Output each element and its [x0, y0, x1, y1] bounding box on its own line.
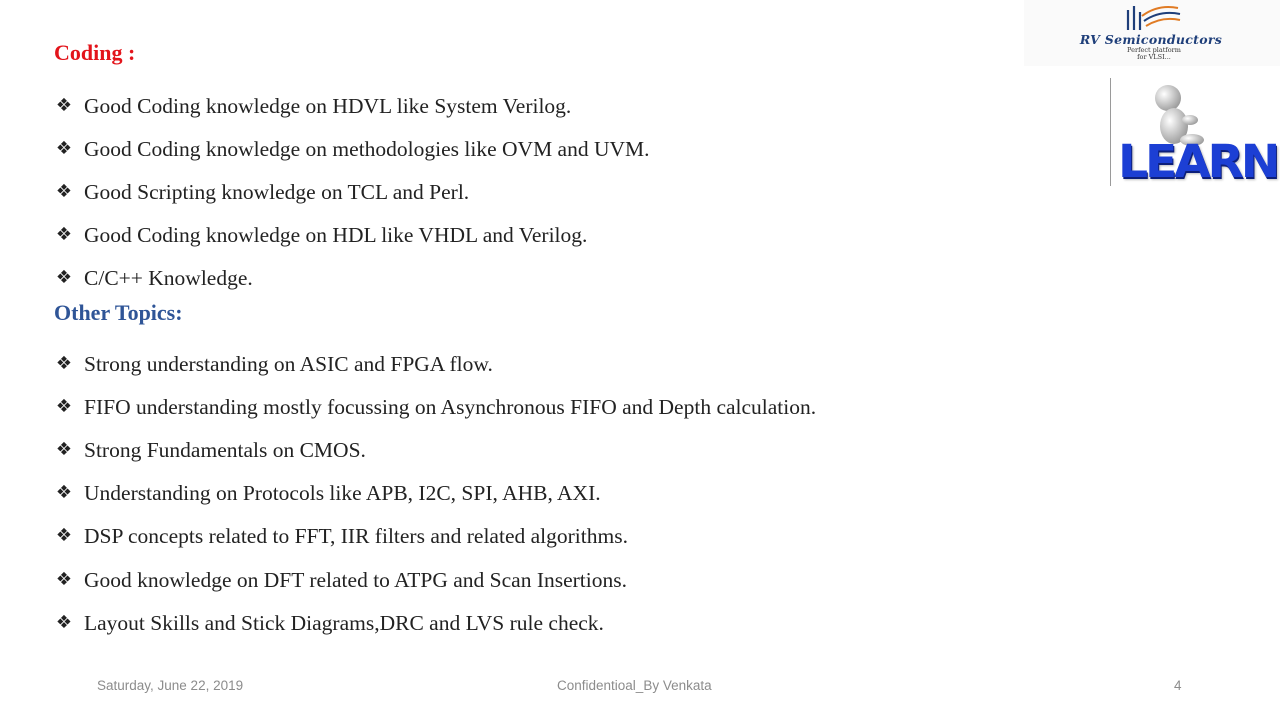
diamond-bullet-icon: ❖ — [55, 137, 73, 159]
logo-name: RV Semiconductors — [1079, 32, 1223, 47]
diamond-bullet-icon: ❖ — [55, 352, 73, 374]
diamond-bullet-icon: ❖ — [55, 611, 73, 633]
learn-word: LEARN — [1118, 135, 1278, 188]
list-item — [54, 257, 650, 300]
list-item-text: C/C++ Knowledge. — [84, 266, 253, 291]
list-item-text: Understanding on Protocols like APB, I2C, SPI, AHB, AXI. — [84, 481, 601, 506]
list-item — [54, 601, 816, 644]
coding-heading: Coding : — [54, 40, 136, 65]
diamond-bullet-icon: ❖ — [55, 525, 73, 547]
diamond-bullet-icon: ❖ — [55, 395, 73, 417]
list-item-text: DSP concepts related to FFT, IIR filters and related algorithms. — [84, 524, 628, 549]
coding-bullet-list — [54, 84, 650, 300]
list-item-text: Good Coding knowledge on HDVL like System Verilog. — [84, 93, 572, 118]
list-item — [54, 84, 650, 127]
logo-mark-icon — [1120, 2, 1184, 32]
list-item — [54, 342, 816, 385]
list-item-text: Layout Skills and Stick Diagrams,DRC and LVS rule check. — [84, 610, 604, 635]
list-item — [54, 385, 816, 428]
list-item — [54, 170, 650, 213]
company-logo — [1024, 0, 1280, 66]
logo-tagline-line1: Perfect platform — [1127, 46, 1181, 54]
diamond-bullet-icon: ❖ — [55, 267, 73, 289]
other-topics-heading: Other Topics: — [54, 300, 183, 325]
list-item-text: Good Coding knowledge on HDL like VHDL and Verilog. — [84, 223, 588, 248]
diamond-bullet-icon: ❖ — [55, 438, 73, 460]
footer-confidential: Confidentioal_By Venkata — [557, 678, 712, 693]
list-item-text: Strong understanding on ASIC and FPGA flow. — [84, 351, 493, 376]
other-topics-bullet-list — [54, 342, 816, 644]
logo-tagline — [1104, 47, 1204, 61]
list-item — [54, 472, 816, 515]
logo-tagline-line2: for VLSI... — [1137, 53, 1171, 61]
list-item — [54, 127, 650, 170]
learn-illustration — [1110, 78, 1278, 188]
list-item-text: Good knowledge on DFT related to ATPG and Scan Insertions. — [84, 567, 628, 592]
diamond-bullet-icon: ❖ — [55, 568, 73, 590]
footer-date: Saturday, June 22, 2019 — [97, 678, 244, 693]
list-item-text: FIFO understanding mostly focussing on Asynchronous FIFO and Depth calculation. — [84, 394, 817, 419]
list-item-text: Strong Fundamentals on CMOS. — [84, 437, 366, 462]
list-item-text: Good Coding knowledge on methodologies like OVM and UVM. — [84, 136, 650, 161]
diamond-bullet-icon: ❖ — [55, 224, 73, 246]
footer-page-number: 4 — [1174, 678, 1182, 693]
diamond-bullet-icon: ❖ — [55, 94, 73, 116]
diamond-bullet-icon: ❖ — [55, 482, 73, 504]
list-item — [54, 558, 816, 601]
divider — [1110, 78, 1111, 186]
list-item — [54, 515, 816, 558]
list-item — [54, 428, 816, 471]
diamond-bullet-icon: ❖ — [55, 180, 73, 202]
list-item — [54, 214, 650, 257]
list-item-text: Good Scripting knowledge on TCL and Perl. — [84, 179, 470, 204]
